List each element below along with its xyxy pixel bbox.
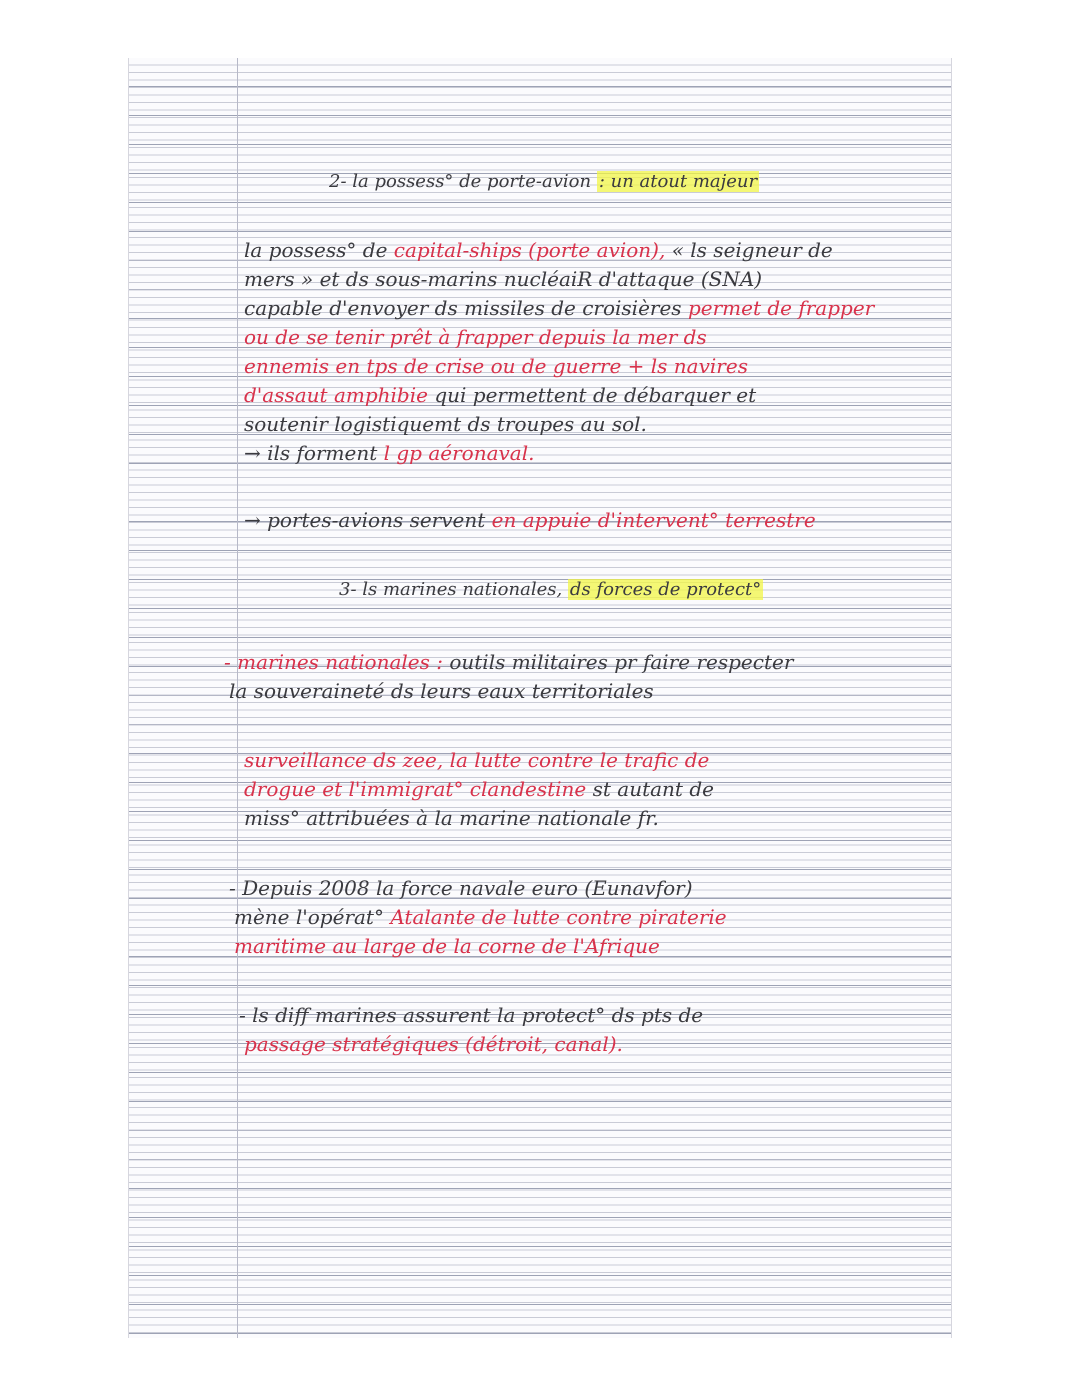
text-line: maritime au large de la corne de l'Afrique [234,934,660,958]
text-segment: → ils forment [244,441,378,465]
text-segment: en appuie d'intervent° terrestre [491,508,816,532]
text-line: surveillance ds zee, la lutte contre le trafic de [244,748,710,772]
text-line [244,777,714,801]
text-segment: Atalante de lutte contre piraterie [390,905,727,929]
text-line: mers » et ds sous-marins nucléaiR d'attaque (SNA) [244,267,763,291]
text-segment: permet de frapper [687,296,875,320]
text-segment: capital-ships (porte avion), [393,238,666,262]
notebook-page [128,58,952,1338]
section-2-title-prefix: 2- la possess° de porte-avion [329,171,592,192]
text-line [224,650,793,674]
text-segment: mène l'opérat° [234,905,384,929]
text-segment: « ls seigneur de [671,238,833,262]
section-2-title-highlight: : un atout majeur [598,171,758,192]
text-segment: d'assaut amphibie [244,383,428,407]
text-line: soutenir logistiquemt ds troupes au sol. [244,412,647,436]
text-line [244,508,816,532]
text-line: ennemis en tps de crise ou de guerre + ls navires [244,354,748,378]
text-segment: st autant de [592,777,714,801]
text-segment: drogue et l'immigrat° clandestine [244,777,587,801]
text-line [234,905,727,929]
text-line [244,441,534,465]
text-line [244,296,874,320]
text-line: miss° attribuées à la marine nationale fr. [244,806,659,830]
text-segment: l gp aéronaval. [383,441,535,465]
text-segment: outils militaires pr faire respecter [449,650,794,674]
text-segment: capable d'envoyer ds missiles de croisières [244,296,682,320]
text-line: passage stratégiques (détroit, canal). [244,1032,623,1056]
text-line [244,383,756,407]
section-2-title [329,170,759,194]
section-3-title-prefix: 3- ls marines nationales, [339,579,563,600]
text-segment: → portes-avions servent [244,508,486,532]
text-segment: qui permettent de débarquer et [434,383,757,407]
text-line: - ls diff marines assurent la protect° ds pts de [239,1003,704,1027]
text-line: - Depuis 2008 la force navale euro (Eunavfor) [229,876,693,900]
text-segment: - marines nationales : [224,650,443,674]
section-3-title-highlight: ds forces de protect° [569,579,762,600]
text-segment: la possess° de [244,238,388,262]
section-3-title [339,578,763,602]
text-line [244,238,833,262]
text-line: la souveraineté ds leurs eaux territoriales [229,679,654,703]
text-line: ou de se tenir prêt à frapper depuis la mer ds [244,325,707,349]
